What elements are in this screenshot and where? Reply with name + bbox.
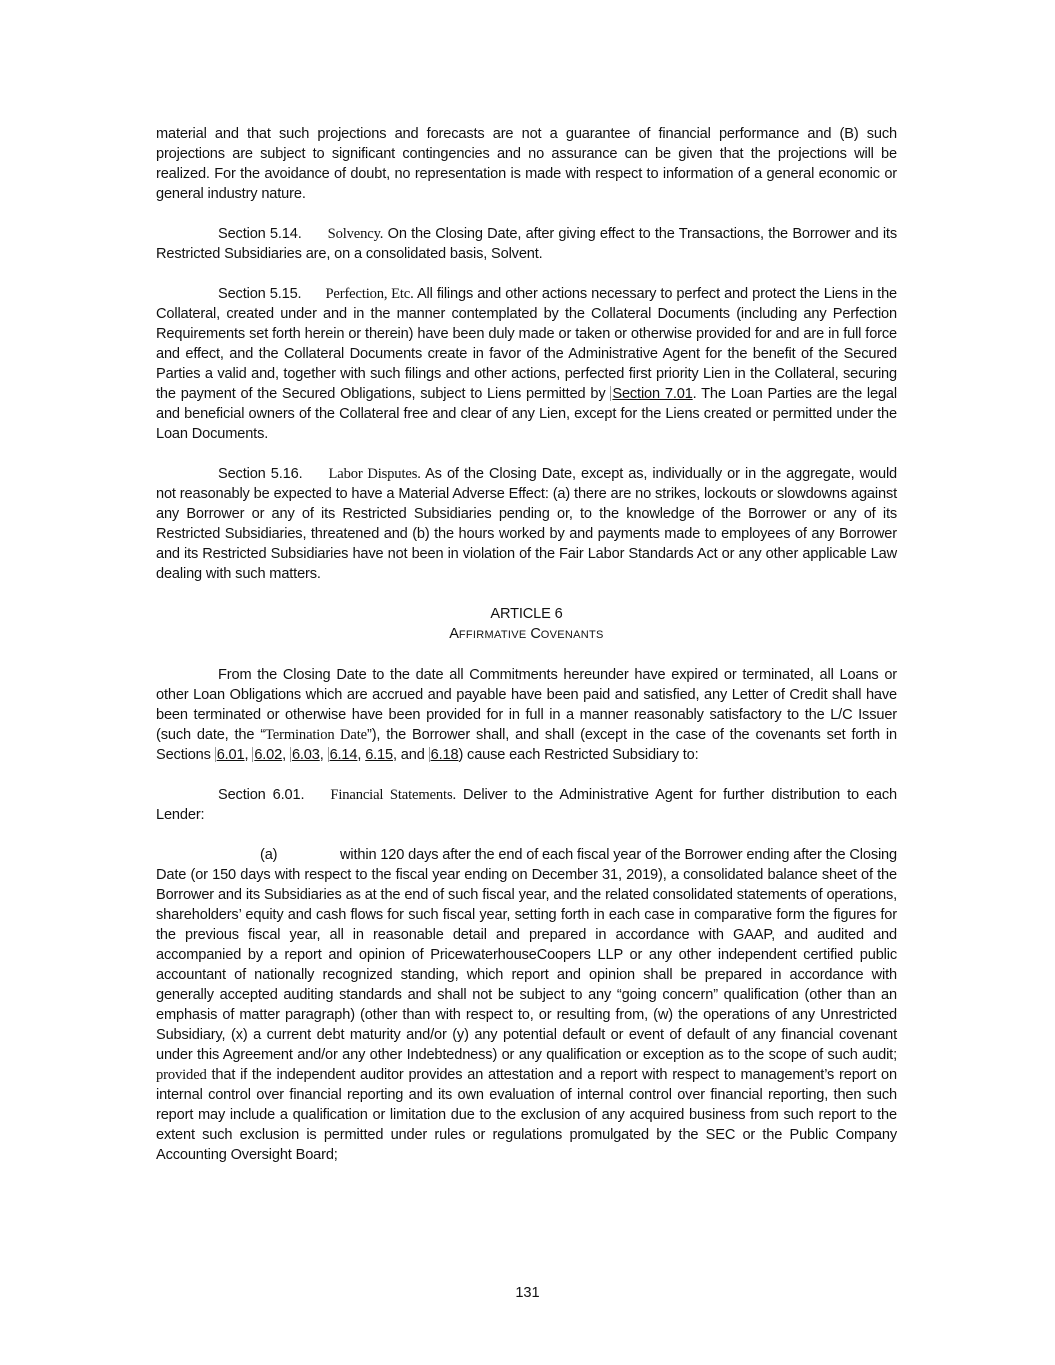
separator: , bbox=[357, 747, 366, 763]
section-title: Solvency. bbox=[327, 226, 384, 242]
intro-text: ) cause each Restricted Subsidiary to: bbox=[458, 747, 699, 763]
subsection-text-end: that if the independent auditor provides an attestation and a report with respect to management’s report on internal control over financial reporting and its own evaluation of internal control over financial reporting, then such report may include a qualification or limitation due to the exclusion of any acquired business from such report to the extent such exclusion is permitted under rules or regulations promulgated by the SEC or the Public Company Accounting Oversight Board; bbox=[156, 1067, 897, 1163]
section-number: Section 5.15. bbox=[218, 286, 302, 302]
section-title: Financial Statements. bbox=[330, 787, 456, 803]
subtitle-cap: C bbox=[530, 626, 541, 642]
section-5-15 bbox=[156, 284, 897, 444]
section-text: All filings and other actions necessary to perfect and protect the Liens in the Collateral, created under and in the manner contemplated by the Collateral Documents (including any Perfection Requirements set forth herein or therein) have been duly made or taken or otherwise provided for and are in full force and effect, and the Collateral Documents create in favor of the Administrative Agent for the benefit of the Secured Parties a valid and, together with such filings and other actions, perfected first priority Lien in the Collateral, securing the payment of the Secured Obligations, subject to Liens permitted by bbox=[156, 286, 897, 402]
section-6-15-link[interactable]: 6.15 bbox=[365, 747, 393, 763]
section-6-03-link[interactable]: 6.03 bbox=[291, 747, 320, 763]
section-6-01 bbox=[156, 785, 897, 825]
section-text: As of the Closing Date, except as, individually or in the aggregate, would not reasonably be expected to have a Material Adverse Effect: (a) there are no strikes, lockouts or slowdowns against any Borrower or any of its Restricted Subsidiaries pending or, to the knowledge of the Borrower or any of its Restricted Subsidiaries, threatened and (b) the hours worked by and payments made to employees of any Borrower and its Restricted Subsidiaries have not been in violation of the Fair Labor Standards Act or any other applicable Law dealing with such matters. bbox=[156, 466, 897, 582]
subtitle-rest: OVENANTS bbox=[540, 629, 604, 641]
section-5-16 bbox=[156, 464, 897, 584]
cross-ref-marker bbox=[429, 747, 430, 762]
section-number: Section 5.14. bbox=[218, 226, 302, 242]
section-5-14 bbox=[156, 224, 897, 264]
page-number: 131 bbox=[515, 1285, 540, 1301]
separator: , bbox=[244, 747, 253, 763]
subtitle-rest: FFIRMATIVE bbox=[458, 629, 527, 641]
article-intro bbox=[156, 665, 897, 765]
separator: , and bbox=[393, 747, 429, 763]
section-6-01-link[interactable]: 6.01 bbox=[216, 747, 245, 763]
cross-ref-marker bbox=[290, 747, 291, 762]
subtitle-cap: A bbox=[449, 626, 459, 642]
separator: , bbox=[282, 747, 290, 763]
subsection-label: (a) bbox=[260, 847, 278, 863]
section-title: Perfection, Etc. bbox=[325, 286, 414, 302]
cross-ref-marker bbox=[328, 747, 329, 762]
separator: , bbox=[319, 747, 328, 763]
intro-text: ”), the Borrower shall, and shall (except in the case of the covenants set forth in Sections bbox=[156, 727, 897, 763]
section-6-02-link[interactable]: 6.02 bbox=[254, 747, 283, 763]
subsection-text: within 120 days after the end of each fiscal year of the Borrower ending after the Closing Date (or 150 days with respect to the fiscal year ending on December 31, 2019), a consolidated balance sheet of the Borrower and its Subsidiaries as at the end of such fiscal year, and the related consolidated statements of operations, shareholders’ equity and cash flows for such fiscal year, setting forth in each case in comparative form the figures for the previous fiscal year, all in reasonable detail and prepared in accordance with GAAP, and audited and accompanied by a report and opinion of PricewaterhouseCoopers LLP or any other independent certified public accountant of nationally recognized standing, which report and opinion shall be prepared in accordance with generally accepted auditing standards and shall not be subject to any “going concern” qualification (other than an emphasis of matter paragraph) (other than with respect to, or resulting from, (w) the operations of any Unrestricted Subsidiary, (x) a current debt maturity and/or (y) any potential default or event of default of any financial covenant under this Agreement and/or any other Indebtedness) or any qualification or exception as to the scope of such audit; bbox=[156, 847, 897, 1063]
section-6-14-link[interactable]: 6.14 bbox=[329, 747, 358, 763]
section-number: Section 6.01. bbox=[218, 787, 305, 803]
article-heading: ARTICLE 6 bbox=[490, 606, 563, 622]
section-number: Section 5.16. bbox=[218, 466, 303, 482]
intro-text: From the Closing Date to the date all Commitments hereunder have expired or terminated, all Loans or other Loan Obligations which are accrued and payable have been paid and satisfied, any Letter of Credit shall have been terminated or otherwise have been provided for in full in a manner reasonably satisfactory to the L/C Issuer (such date, the “ bbox=[156, 667, 897, 743]
document-page bbox=[156, 124, 897, 1185]
section-text: Deliver to the Administrative Agent for further distribution to each Lender: bbox=[156, 787, 898, 823]
section-7-01-link[interactable]: Section 7.01 bbox=[612, 386, 693, 402]
proviso-term: provided bbox=[156, 1067, 207, 1083]
intro-paragraph: material and that such projections and forecasts are not a guarantee of financial performance and (B) such projections are subject to significant contingencies and no assurance can be given that the projections will be realized. For the avoidance of doubt, no representation is made with respect to information of a general economic or general industry nature. bbox=[156, 126, 897, 202]
cross-ref-marker bbox=[215, 747, 216, 762]
section-title: Labor Disputes. bbox=[328, 466, 421, 482]
section-6-18-link[interactable]: 6.18 bbox=[430, 747, 459, 763]
article-subtitle bbox=[156, 624, 897, 645]
defined-term: Termination Date bbox=[265, 727, 367, 743]
section-text: On the Closing Date, after giving effect to the Transactions, the Borrower and its Restricted Subsidiaries are, on a consolidated basis, Solvent. bbox=[156, 226, 897, 262]
section-text-end: . The Loan Parties are the legal and beneficial owners of the Collateral free and clear of any Lien, except for the Liens created or permitted under the Loan Documents. bbox=[156, 386, 897, 442]
subsection-a bbox=[156, 845, 897, 1165]
